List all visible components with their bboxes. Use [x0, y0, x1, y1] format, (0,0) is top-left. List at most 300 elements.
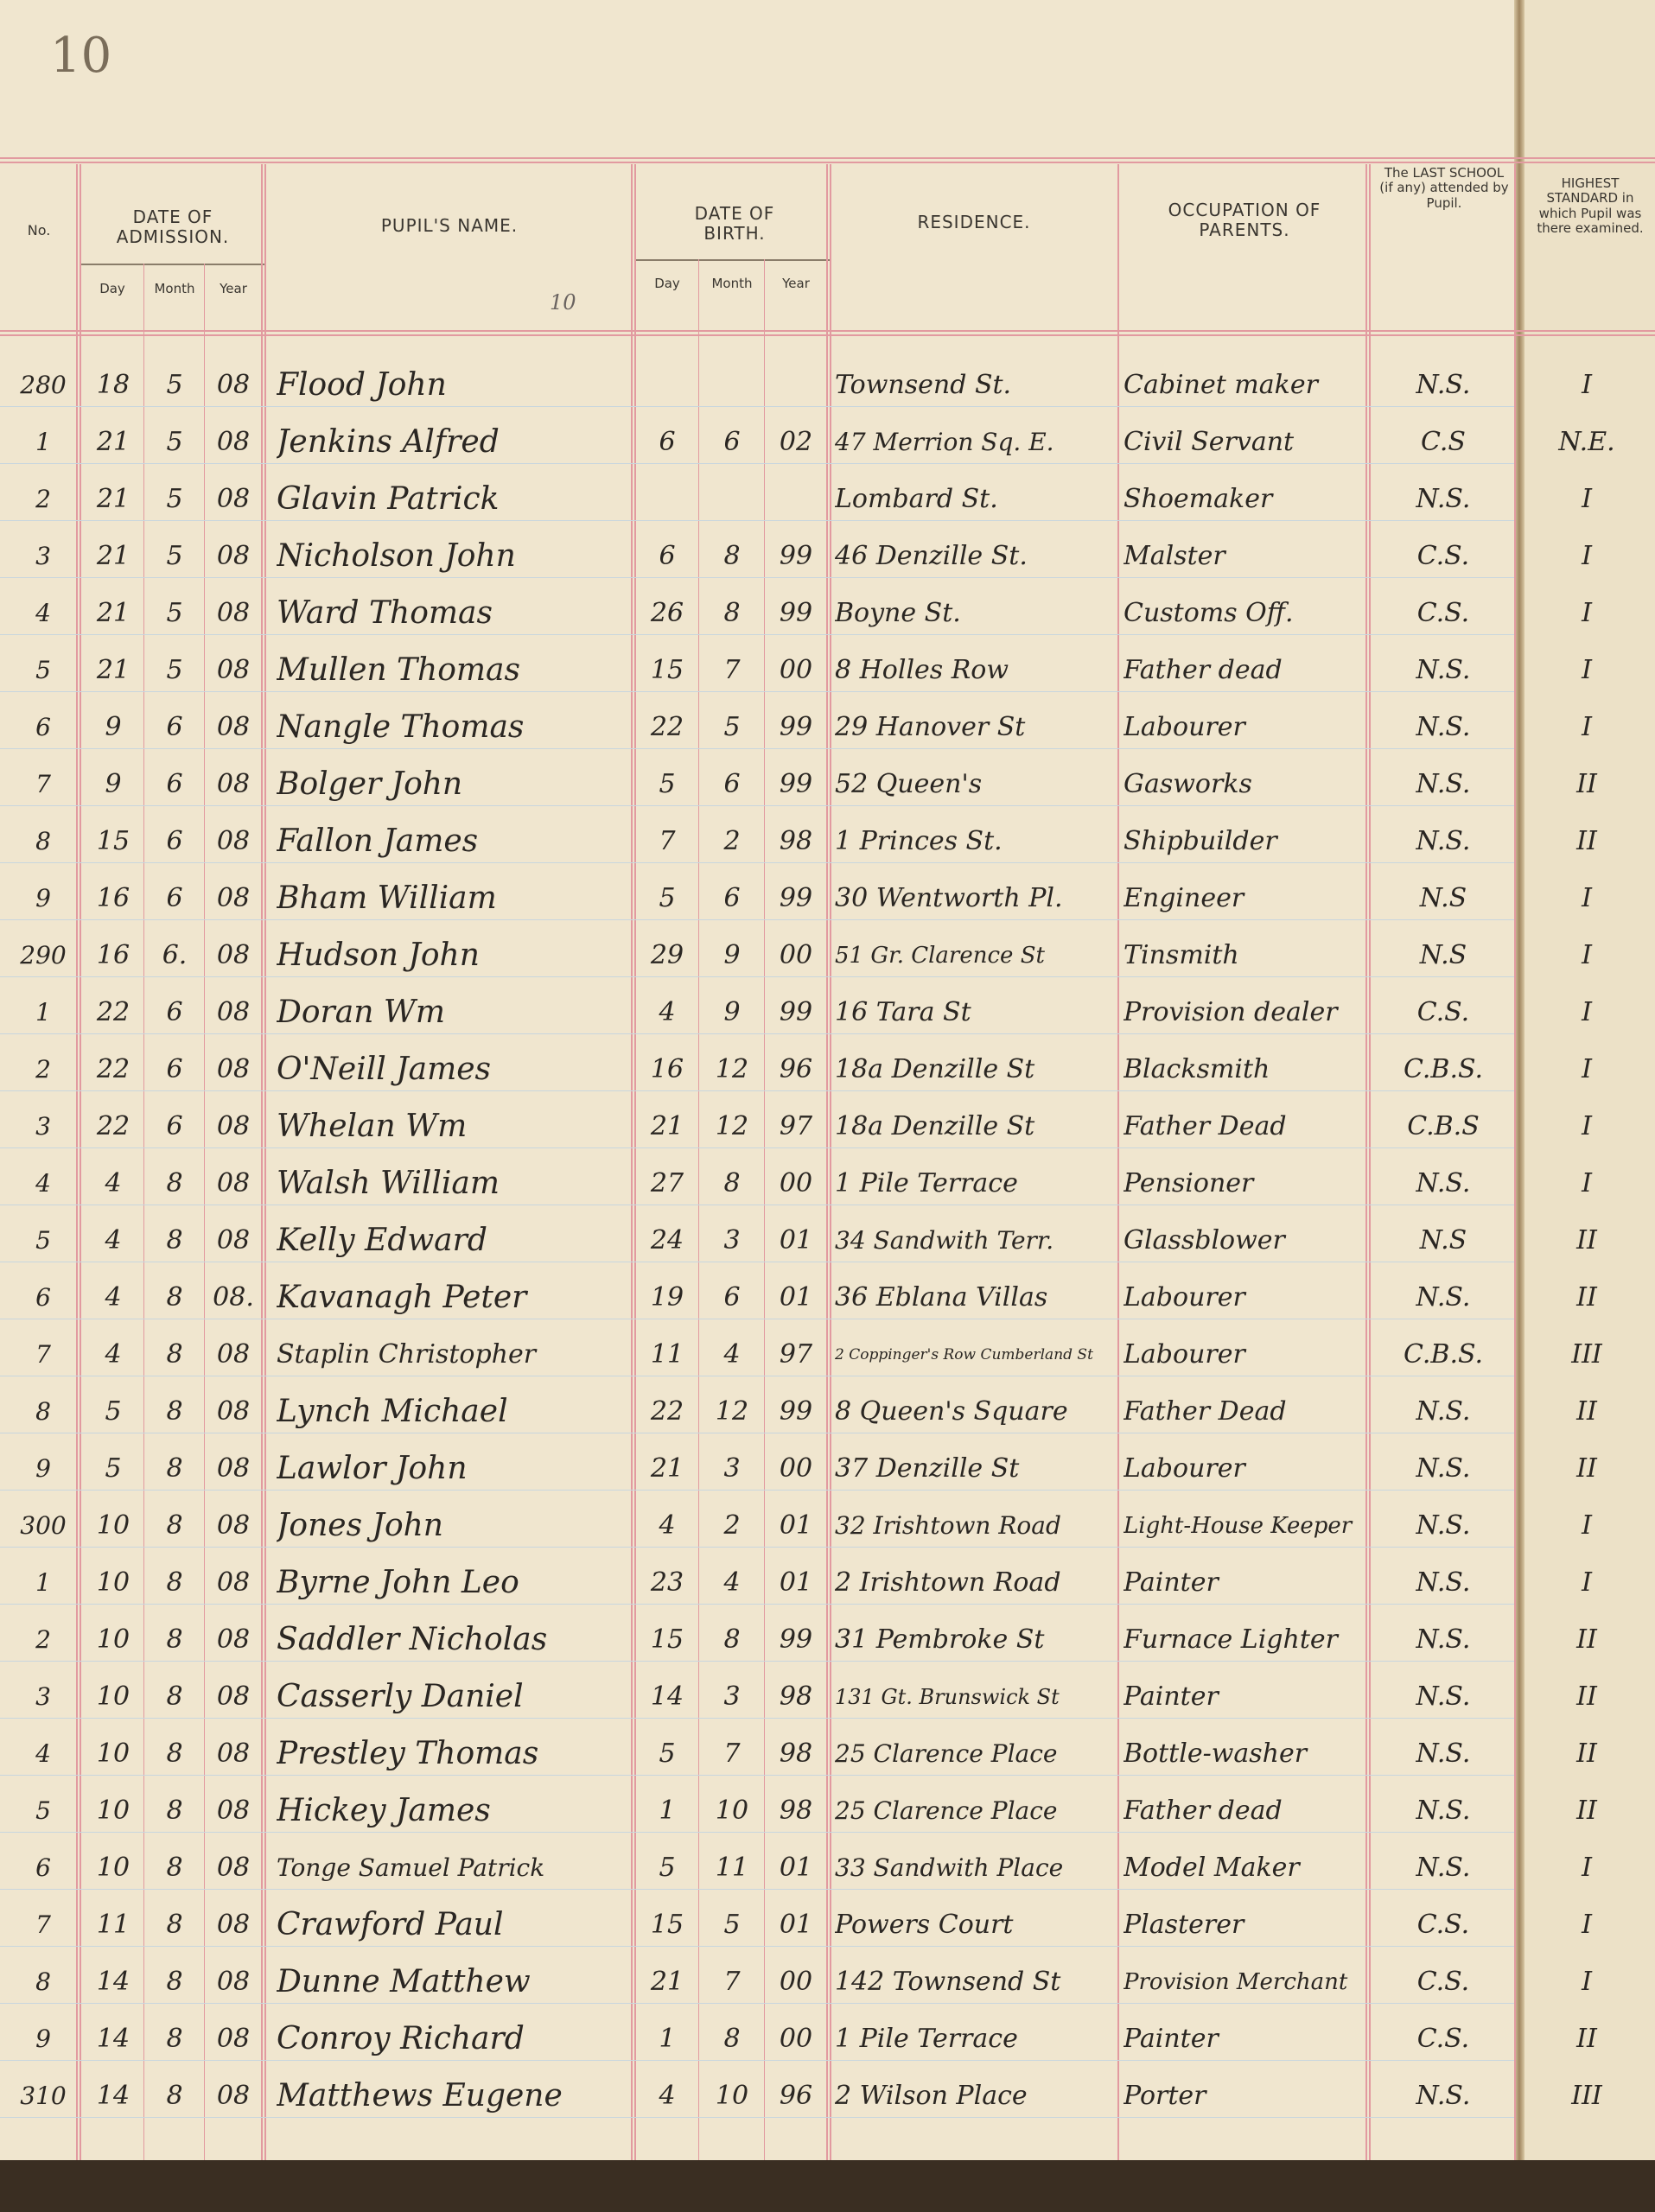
- cell-residence: 25 Clarence Place: [835, 1796, 1058, 1825]
- header-date-of-birth: DATE OF BIRTH.: [694, 203, 775, 244]
- cell-pupil-name: Hickey James: [277, 1793, 491, 1828]
- cell-admission-month: 6: [166, 883, 183, 913]
- cell-no: 300: [20, 1511, 67, 1540]
- cell-no: 8: [35, 1967, 51, 1996]
- cell-admission-month: 8: [166, 1225, 183, 1255]
- cell-last-school: C.S.: [1416, 1967, 1470, 1997]
- cell-admission-day: 4: [105, 1168, 122, 1198]
- cell-admission-month: 8: [166, 1681, 183, 1712]
- ledger-rule: [0, 1147, 1514, 1148]
- cell-birth-month: 7: [723, 655, 741, 685]
- cell-no: 7: [35, 1340, 51, 1369]
- ledger-rule: [0, 463, 1514, 464]
- cell-pupil-name: Doran Wm: [277, 995, 445, 1030]
- cell-birth-day: 15: [650, 1910, 684, 1940]
- cell-birth-year: 01: [779, 1853, 813, 1883]
- ledger-rule: [0, 919, 1514, 920]
- cell-birth-day: 1: [659, 2024, 676, 2054]
- cell-pupil-name: Hudson John: [277, 938, 480, 973]
- admission-subheader-rule: [80, 264, 264, 265]
- cell-occupation: Shoemaker: [1123, 484, 1273, 514]
- cell-last-school: C.S.: [1416, 2024, 1470, 2054]
- cell-no: 8: [35, 827, 51, 855]
- cell-birth-year: 01: [779, 1910, 813, 1940]
- cell-birth-month: 12: [715, 1111, 749, 1141]
- ledger-rule: [0, 577, 1514, 578]
- cell-admission-month: 6.: [162, 940, 188, 970]
- cell-no: 310: [20, 2082, 67, 2110]
- cell-admission-day: 10: [96, 1624, 130, 1655]
- cell-birth-day: 15: [650, 655, 684, 685]
- cell-birth-day: 15: [650, 1624, 684, 1655]
- cell-occupation: Painter: [1123, 1567, 1219, 1598]
- cell-no: 3: [35, 542, 51, 570]
- cell-no: 1: [35, 998, 51, 1027]
- cell-admission-day: 22: [96, 1054, 130, 1084]
- cell-birth-month: 6: [723, 1282, 741, 1313]
- cell-highest-standard: II: [1576, 1681, 1597, 1712]
- cell-admission-year: 08: [216, 1910, 251, 1940]
- cell-no: 290: [20, 941, 67, 969]
- cell-admission-year: 08: [216, 883, 251, 913]
- cell-no: 9: [35, 1454, 51, 1483]
- ledger-rule: [0, 1946, 1514, 1947]
- cell-highest-standard: I: [1582, 1111, 1592, 1141]
- header-no: No.: [27, 222, 51, 238]
- cell-birth-month: 8: [723, 598, 741, 628]
- cell-residence: 31 Pembroke St: [835, 1624, 1045, 1655]
- cell-admission-day: 10: [96, 1510, 130, 1541]
- cell-occupation: Provision dealer: [1123, 997, 1338, 1027]
- cell-birth-month: 4: [723, 1339, 741, 1370]
- cell-birth-day: 11: [650, 1339, 684, 1370]
- cell-admission-day: 14: [96, 2081, 130, 2111]
- header-residence: RESIDENCE.: [917, 212, 1031, 232]
- header-pupils-name: PUPIL'S NAME.: [380, 215, 519, 236]
- ledger-rule: [0, 1775, 1514, 1776]
- cell-occupation: Labourer: [1123, 712, 1245, 742]
- cell-birth-day: 7: [659, 826, 676, 856]
- cell-pupil-name: Prestley Thomas: [277, 1736, 539, 1771]
- cell-residence: Lombard St.: [835, 484, 998, 514]
- cell-occupation: Customs Off.: [1123, 598, 1294, 628]
- cell-residence: 131 Gt. Brunswick St: [835, 1685, 1060, 1709]
- cell-admission-day: 9: [105, 712, 122, 742]
- cell-pupil-name: Flood John: [277, 367, 447, 403]
- cell-no: 5: [35, 1796, 51, 1825]
- cell-admission-year: 08: [216, 1738, 251, 1769]
- header-birth-month: Month: [711, 276, 753, 291]
- cell-birth-year: 00: [779, 940, 813, 970]
- cell-birth-year: 98: [779, 1796, 813, 1826]
- cell-pupil-name: Casserly Daniel: [277, 1679, 524, 1714]
- cell-last-school: N.S.: [1416, 2081, 1471, 2111]
- cell-pupil-name: Walsh William: [277, 1166, 500, 1201]
- cell-birth-day: 5: [659, 883, 676, 913]
- cell-admission-year: 08: [216, 2024, 251, 2054]
- cell-residence: 18a Denzille St: [835, 1111, 1035, 1141]
- cell-birth-month: 5: [723, 712, 741, 742]
- cell-admission-year: 08: [216, 1624, 251, 1655]
- cell-birth-month: 4: [723, 1567, 741, 1598]
- cell-birth-day: 22: [650, 1396, 684, 1427]
- cell-birth-day: 16: [650, 1054, 684, 1084]
- pencil-note: 10: [550, 290, 576, 315]
- cell-birth-day: 22: [650, 712, 684, 742]
- header-top-rule-2: [0, 162, 1655, 163]
- cell-last-school: N.S.: [1416, 1510, 1471, 1541]
- header-adm-year: Year: [220, 281, 247, 296]
- header-adm-month: Month: [154, 281, 195, 296]
- cell-highest-standard: II: [1576, 1225, 1597, 1255]
- cell-pupil-name: Mullen Thomas: [277, 652, 520, 688]
- cell-birth-month: 2: [723, 1510, 741, 1541]
- cell-residence: 142 Townsend St: [835, 1967, 1061, 1997]
- cell-admission-year: 08: [216, 1054, 251, 1084]
- cell-admission-day: 4: [105, 1339, 122, 1370]
- header-top-rule: [0, 157, 1655, 159]
- cell-highest-standard: I: [1582, 598, 1592, 628]
- cell-admission-day: 22: [96, 1111, 130, 1141]
- cell-birth-year: 98: [779, 826, 813, 856]
- cell-birth-month: 8: [723, 2024, 741, 2054]
- cell-admission-day: 11: [96, 1910, 130, 1940]
- cell-residence: 1 Pile Terrace: [835, 2024, 1018, 2054]
- cell-occupation: Glassblower: [1123, 1225, 1285, 1255]
- cell-last-school: N.S: [1419, 883, 1467, 913]
- cell-birth-month: 8: [723, 1624, 741, 1655]
- cell-admission-year: 08: [216, 1681, 251, 1712]
- cell-occupation: Father dead: [1123, 1796, 1283, 1826]
- cell-birth-month: 12: [715, 1396, 749, 1427]
- cell-occupation: Engineer: [1123, 883, 1244, 913]
- cell-no: 1: [35, 1568, 51, 1597]
- cell-residence: 2 Wilson Place: [835, 2081, 1028, 2111]
- cell-last-school: N.S.: [1416, 1738, 1471, 1769]
- cell-birth-year: 01: [779, 1282, 813, 1313]
- cell-admission-year: 08: [216, 940, 251, 970]
- cell-admission-day: 10: [96, 1567, 130, 1598]
- cell-residence: 36 Eblana Villas: [835, 1282, 1048, 1313]
- cell-occupation: Painter: [1123, 2024, 1219, 2054]
- cell-highest-standard: I: [1582, 1853, 1592, 1883]
- cell-no: 6: [35, 1283, 51, 1312]
- cell-admission-year: 08: [216, 769, 251, 799]
- cell-birth-day: 21: [650, 1967, 684, 1997]
- cell-admission-day: 18: [96, 370, 130, 400]
- cell-last-school: N.S: [1419, 940, 1467, 970]
- cell-admission-month: 8: [166, 1567, 183, 1598]
- cell-highest-standard: I: [1582, 1567, 1592, 1598]
- birth-subheader-rule: [634, 259, 830, 261]
- cell-last-school: N.S: [1419, 1225, 1467, 1255]
- cell-admission-year: 08: [216, 2081, 251, 2111]
- cell-no: 1: [35, 428, 51, 456]
- cell-admission-year: 08: [216, 712, 251, 742]
- cell-pupil-name: Kavanagh Peter: [277, 1280, 527, 1315]
- cell-pupil-name: Saddler Nicholas: [277, 1622, 548, 1657]
- ledger-rule: [0, 634, 1514, 635]
- cell-birth-day: 1: [659, 1796, 676, 1826]
- cell-occupation: Model Maker: [1123, 1853, 1300, 1883]
- cell-last-school: C.B.S.: [1403, 1054, 1484, 1084]
- cell-pupil-name: Staplin Christopher: [277, 1339, 537, 1370]
- cell-pupil-name: Conroy Richard: [277, 2021, 525, 2056]
- cell-birth-month: 8: [723, 541, 741, 571]
- col-rule-bday: [698, 259, 699, 2160]
- cell-residence: Boyne St.: [835, 598, 961, 628]
- cell-no: 4: [35, 599, 51, 627]
- cell-residence: 29 Hanover St: [835, 712, 1026, 742]
- cell-birth-day: 19: [650, 1282, 684, 1313]
- cell-occupation: Light-House Keeper: [1123, 1513, 1353, 1539]
- cell-pupil-name: Jenkins Alfred: [277, 424, 500, 460]
- cell-birth-month: 12: [715, 1054, 749, 1084]
- cell-birth-year: 01: [779, 1510, 813, 1541]
- cell-pupil-name: Whelan Wm: [277, 1109, 468, 1144]
- cell-highest-standard: I: [1582, 883, 1592, 913]
- cell-highest-standard: I: [1582, 484, 1592, 514]
- cell-admission-year: 08: [216, 1967, 251, 1997]
- cell-occupation: Malster: [1123, 541, 1225, 571]
- cell-highest-standard: II: [1576, 1396, 1597, 1427]
- cell-highest-standard: II: [1576, 1282, 1597, 1313]
- cell-admission-month: 8: [166, 1624, 183, 1655]
- cell-pupil-name: Matthews Eugene: [277, 2078, 563, 2113]
- cell-occupation: Cabinet maker: [1123, 370, 1318, 400]
- cell-last-school: N.S.: [1416, 1453, 1471, 1484]
- col-rule-bmonth: [764, 259, 765, 2160]
- header-date-of-admission: DATE OF ADMISSION.: [116, 207, 230, 247]
- cell-last-school: N.S.: [1416, 1853, 1471, 1883]
- cell-birth-day: 5: [659, 1738, 676, 1769]
- cell-occupation: Blacksmith: [1123, 1054, 1270, 1084]
- cell-last-school: N.S.: [1416, 370, 1471, 400]
- cell-birth-day: 24: [650, 1225, 684, 1255]
- cell-admission-month: 6: [166, 712, 183, 742]
- cell-residence: 37 Denzille St: [835, 1453, 1020, 1484]
- cell-birth-year: 99: [779, 769, 813, 799]
- cell-admission-month: 8: [166, 1168, 183, 1198]
- ledger-rule: [0, 976, 1514, 977]
- cell-no: 9: [35, 884, 51, 912]
- cell-admission-day: 21: [96, 484, 130, 514]
- cell-residence: 18a Denzille St: [835, 1054, 1035, 1084]
- cell-admission-month: 8: [166, 1967, 183, 1997]
- cell-admission-month: 5: [166, 541, 183, 571]
- cell-birth-year: 99: [779, 1396, 813, 1427]
- cell-last-school: N.S.: [1416, 1168, 1471, 1198]
- cell-admission-month: 8: [166, 1453, 183, 1484]
- cell-birth-month: 3: [723, 1453, 741, 1484]
- cell-occupation: Shipbuilder: [1123, 826, 1277, 856]
- cell-admission-year: 08: [216, 1111, 251, 1141]
- cell-birth-month: 9: [723, 997, 741, 1027]
- cell-admission-year: 08: [216, 1796, 251, 1826]
- cell-pupil-name: Kelly Edward: [277, 1223, 487, 1258]
- cell-admission-month: 8: [166, 1796, 183, 1826]
- cell-birth-day: 27: [650, 1168, 684, 1198]
- cell-birth-year: 00: [779, 1453, 813, 1484]
- cell-admission-day: 21: [96, 427, 130, 457]
- cell-pupil-name: Ward Thomas: [277, 595, 493, 631]
- cell-occupation: Furnace Lighter: [1123, 1624, 1338, 1655]
- cell-birth-year: 96: [779, 2081, 813, 2111]
- cell-occupation: Porter: [1123, 2081, 1206, 2111]
- cell-residence: 2 Irishtown Road: [835, 1567, 1061, 1598]
- cell-admission-month: 8: [166, 2024, 183, 2054]
- ledger-rule: [0, 1547, 1514, 1548]
- cell-admission-year: 08: [216, 1853, 251, 1883]
- cell-occupation: Labourer: [1123, 1339, 1245, 1370]
- cell-pupil-name: Nicholson John: [277, 538, 516, 574]
- cell-birth-day: 29: [650, 940, 684, 970]
- cell-admission-year: 08.: [213, 1282, 254, 1313]
- cell-occupation: Plasterer: [1123, 1910, 1244, 1940]
- cell-residence: Townsend St.: [835, 370, 1012, 400]
- cell-admission-day: 10: [96, 1681, 130, 1712]
- ledger-rule: [0, 1490, 1514, 1491]
- cell-pupil-name: Nangle Thomas: [277, 709, 525, 745]
- cell-no: 4: [35, 1169, 51, 1198]
- cell-admission-month: 8: [166, 1282, 183, 1313]
- cell-birth-year: 00: [779, 1967, 813, 1997]
- cell-highest-standard: II: [1576, 1453, 1597, 1484]
- cell-admission-day: 15: [96, 826, 130, 856]
- ledger-rule: [0, 520, 1514, 521]
- cell-highest-standard: II: [1576, 1796, 1597, 1826]
- cell-last-school: N.S.: [1416, 1624, 1471, 1655]
- ledger-rule: [0, 1661, 1514, 1662]
- ledger-rule: [0, 748, 1514, 749]
- ledger-rule: [0, 2117, 1514, 2118]
- cell-pupil-name: Byrne John Leo: [277, 1565, 519, 1600]
- cell-no: 7: [35, 1910, 51, 1939]
- cell-no: 2: [35, 1625, 51, 1654]
- cell-residence: 8 Queen's Square: [835, 1396, 1068, 1427]
- cell-occupation: Labourer: [1123, 1282, 1245, 1313]
- cell-admission-year: 08: [216, 1567, 251, 1598]
- cell-birth-year: 98: [779, 1738, 813, 1769]
- cell-occupation: Father dead: [1123, 655, 1283, 685]
- cell-birth-day: 4: [659, 997, 676, 1027]
- cell-residence: Powers Court: [835, 1910, 1014, 1940]
- cell-pupil-name: Fallon James: [277, 823, 479, 859]
- cell-admission-month: 5: [166, 655, 183, 685]
- cell-occupation: Father Dead: [1123, 1111, 1287, 1141]
- cell-occupation: Father Dead: [1123, 1396, 1287, 1427]
- cell-admission-month: 5: [166, 598, 183, 628]
- cell-admission-year: 08: [216, 484, 251, 514]
- cell-highest-standard: II: [1576, 1624, 1597, 1655]
- cell-admission-year: 08: [216, 1510, 251, 1541]
- cell-birth-year: 99: [779, 541, 813, 571]
- cell-admission-month: 8: [166, 1396, 183, 1427]
- cell-admission-year: 08: [216, 826, 251, 856]
- cell-residence: 33 Sandwith Place: [835, 1853, 1064, 1882]
- cell-residence: 32 Irishtown Road: [835, 1511, 1061, 1540]
- cell-admission-month: 8: [166, 1738, 183, 1769]
- cell-birth-month: 3: [723, 1681, 741, 1712]
- cell-birth-month: 6: [723, 769, 741, 799]
- ledger-rule: [0, 691, 1514, 692]
- cell-admission-month: 8: [166, 1510, 183, 1541]
- cell-birth-year: 99: [779, 598, 813, 628]
- cell-residence: 52 Queen's: [835, 769, 983, 799]
- cell-no: 6: [35, 1853, 51, 1882]
- cell-birth-month: 10: [715, 1796, 749, 1826]
- cell-highest-standard: III: [1571, 2081, 1602, 2111]
- cell-birth-year: 01: [779, 1567, 813, 1598]
- ledger-rule: [0, 1889, 1514, 1890]
- cell-last-school: C.S.: [1416, 541, 1470, 571]
- cell-birth-year: 99: [779, 1624, 813, 1655]
- cell-last-school: N.S.: [1416, 1396, 1471, 1427]
- cell-birth-month: 2: [723, 826, 741, 856]
- cell-no: 5: [35, 656, 51, 684]
- cell-admission-year: 08: [216, 1453, 251, 1484]
- cell-no: 6: [35, 713, 51, 741]
- cell-last-school: N.S.: [1416, 1567, 1471, 1598]
- cell-no: 2: [35, 1055, 51, 1084]
- cell-admission-month: 8: [166, 2081, 183, 2111]
- cell-occupation: Tinsmith: [1123, 940, 1239, 970]
- cell-birth-day: 4: [659, 1510, 676, 1541]
- cell-pupil-name: Bham William: [277, 880, 497, 916]
- cell-residence: 34 Sandwith Terr.: [835, 1226, 1054, 1255]
- cell-highest-standard: I: [1582, 370, 1592, 400]
- col-rule-admmonth: [204, 264, 205, 2160]
- cell-occupation: Provision Merchant: [1123, 1969, 1348, 1995]
- ledger-rule: [0, 1090, 1514, 1091]
- book-bottom-edge: [0, 2160, 1655, 2212]
- cell-highest-standard: III: [1571, 1339, 1602, 1370]
- cell-highest-standard: N.E.: [1558, 427, 1615, 457]
- col-rule-school: [1514, 164, 1516, 2160]
- cell-birth-year: 96: [779, 1054, 813, 1084]
- cell-last-school: C.B.S: [1407, 1111, 1480, 1141]
- cell-birth-day: 4: [659, 2081, 676, 2111]
- cell-pupil-name: Bolger John: [277, 766, 463, 802]
- cell-birth-day: 6: [659, 427, 676, 457]
- cell-admission-month: 8: [166, 1339, 183, 1370]
- cell-no: 8: [35, 1397, 51, 1426]
- cell-birth-month: 5: [723, 1910, 741, 1940]
- cell-last-school: N.S.: [1416, 1796, 1471, 1826]
- cell-occupation: Painter: [1123, 1681, 1219, 1712]
- cell-admission-month: 5: [166, 370, 183, 400]
- cell-admission-day: 14: [96, 2024, 130, 2054]
- cell-admission-year: 08: [216, 1339, 251, 1370]
- cell-birth-year: 98: [779, 1681, 813, 1712]
- header-birth-day: Day: [654, 276, 680, 291]
- cell-highest-standard: I: [1582, 541, 1592, 571]
- cell-occupation: Bottle-washer: [1123, 1738, 1308, 1769]
- cell-birth-day: 23: [650, 1567, 684, 1598]
- col-rule-admday: [143, 264, 144, 2160]
- cell-birth-year: 00: [779, 655, 813, 685]
- cell-last-school: C.S.: [1416, 997, 1470, 1027]
- cell-birth-day: 5: [659, 769, 676, 799]
- cell-no: 2: [35, 485, 51, 513]
- cell-residence: 30 Wentworth Pl.: [835, 883, 1063, 913]
- cell-occupation: Civil Servant: [1123, 427, 1295, 457]
- cell-occupation: Gasworks: [1123, 769, 1252, 799]
- cell-occupation: Labourer: [1123, 1453, 1245, 1484]
- page-number: 10: [50, 28, 112, 84]
- cell-highest-standard: I: [1582, 1967, 1592, 1997]
- cell-admission-month: 6: [166, 997, 183, 1027]
